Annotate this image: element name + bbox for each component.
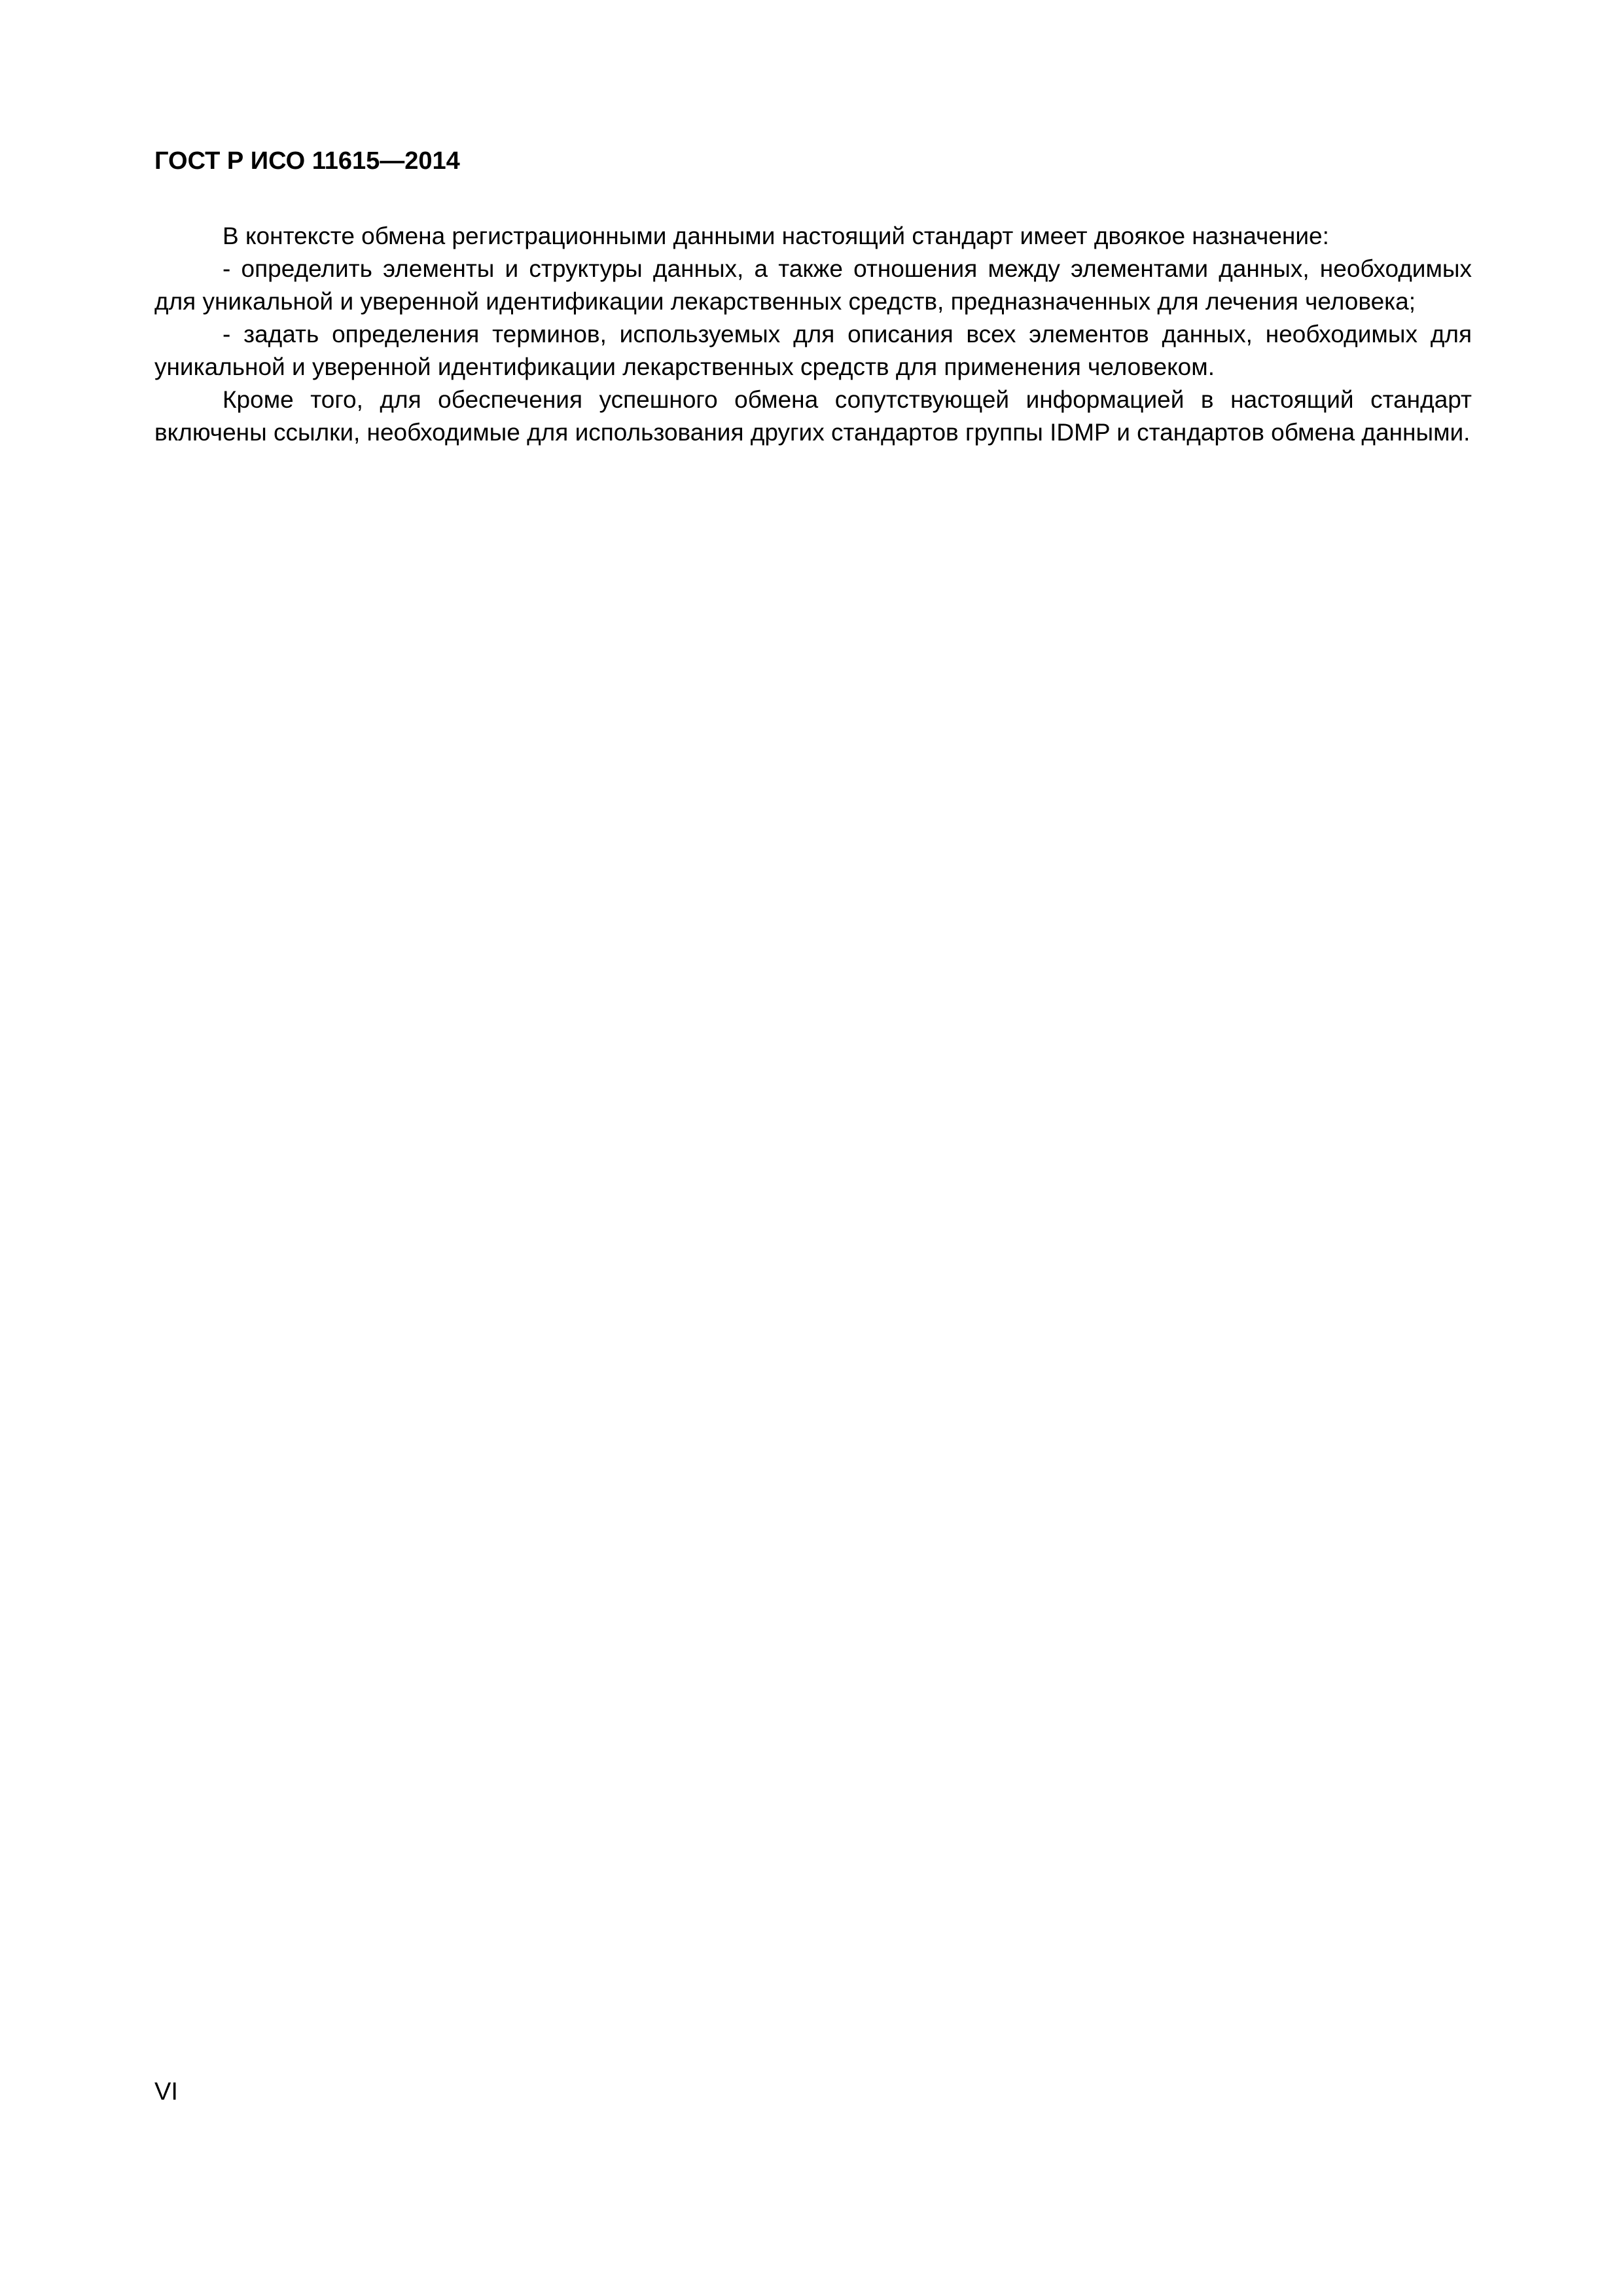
paragraph-purpose-item-1: - определить элементы и структуры данных, а также отношения между элементами данных, необходимых для уникальной и уверенной идентификации лекарственных средств, предназначенных для лечения человека; <box>154 255 1472 315</box>
page-number: VI <box>154 2078 178 2106</box>
document-body <box>154 220 1472 449</box>
paragraph-purpose-intro: В контексте обмена регистрационными данными настоящий стандарт имеет двоякое назначение: <box>223 223 1329 249</box>
paragraph-references: Кроме того, для обеспечения успешного обмена сопутствующей информацией в настоящий стандарт включены ссылки, необходимые для использования других стандартов группы IDMP и стандартов обмена данными. <box>154 386 1472 446</box>
document-header <box>154 147 460 177</box>
paragraph-purpose-item-2: - задать определения терминов, используемых для описания всех элементов данных, необходимых для уникальной и уверенной идентификации лекарственных средств для применения человеком. <box>154 321 1472 380</box>
standard-designation: ГОСТ Р ИСО 11615—2014 <box>154 147 460 175</box>
